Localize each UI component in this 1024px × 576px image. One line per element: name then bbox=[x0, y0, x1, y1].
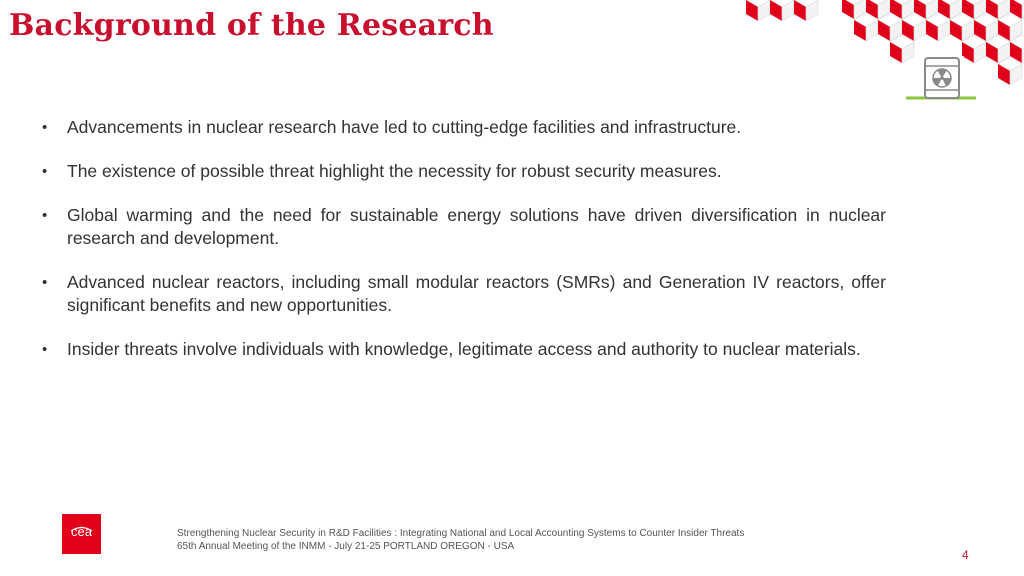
cube-pattern-icon bbox=[744, 0, 1024, 115]
bullet-list bbox=[40, 116, 886, 382]
page-number: 4 bbox=[962, 548, 969, 562]
logo-text: cea bbox=[71, 524, 92, 539]
bullet-glyph: • bbox=[42, 207, 48, 224]
radioactive-barrel-icon bbox=[906, 56, 976, 100]
bullet-text: Advancements in nuclear research have led to cutting-edge facilities and infrastructure. bbox=[67, 117, 742, 137]
cea-logo bbox=[62, 514, 101, 554]
footer-line-2: 65th Annual Meeting of the INMM - July 21-25 PORTLAND OREGON - USA bbox=[177, 541, 515, 552]
bullet-item bbox=[40, 116, 886, 139]
bullet-text: The existence of possible threat highlight the necessity for robust security measures. bbox=[67, 161, 722, 181]
footer bbox=[177, 527, 744, 553]
bullet-text: Advanced nuclear reactors, including small modular reactors (SMRs) and Generation IV reactors, offer significant benefits and new opportunities. bbox=[67, 272, 886, 315]
bullet-text: Insider threats involve individuals with knowledge, legitimate access and authority to nuclear materials. bbox=[67, 339, 861, 359]
bullet-text: Global warming and the need for sustainable energy solutions have driven diversification in nuclear research and development. bbox=[67, 205, 886, 248]
bullet-item bbox=[40, 160, 886, 183]
footer-line-1: Strengthening Nuclear Security in R&D Facilities : Integrating National and Local Accounting Systems to Counter Insider Threats bbox=[177, 528, 745, 539]
bullet-glyph: • bbox=[42, 274, 48, 291]
bullet-item bbox=[40, 338, 886, 361]
bullet-glyph: • bbox=[42, 341, 48, 358]
bullet-item bbox=[40, 271, 886, 317]
bullet-glyph: • bbox=[42, 163, 48, 180]
bullet-item bbox=[40, 204, 886, 250]
slide-title: Background of the Research bbox=[9, 8, 494, 43]
bullet-glyph: • bbox=[42, 119, 48, 136]
